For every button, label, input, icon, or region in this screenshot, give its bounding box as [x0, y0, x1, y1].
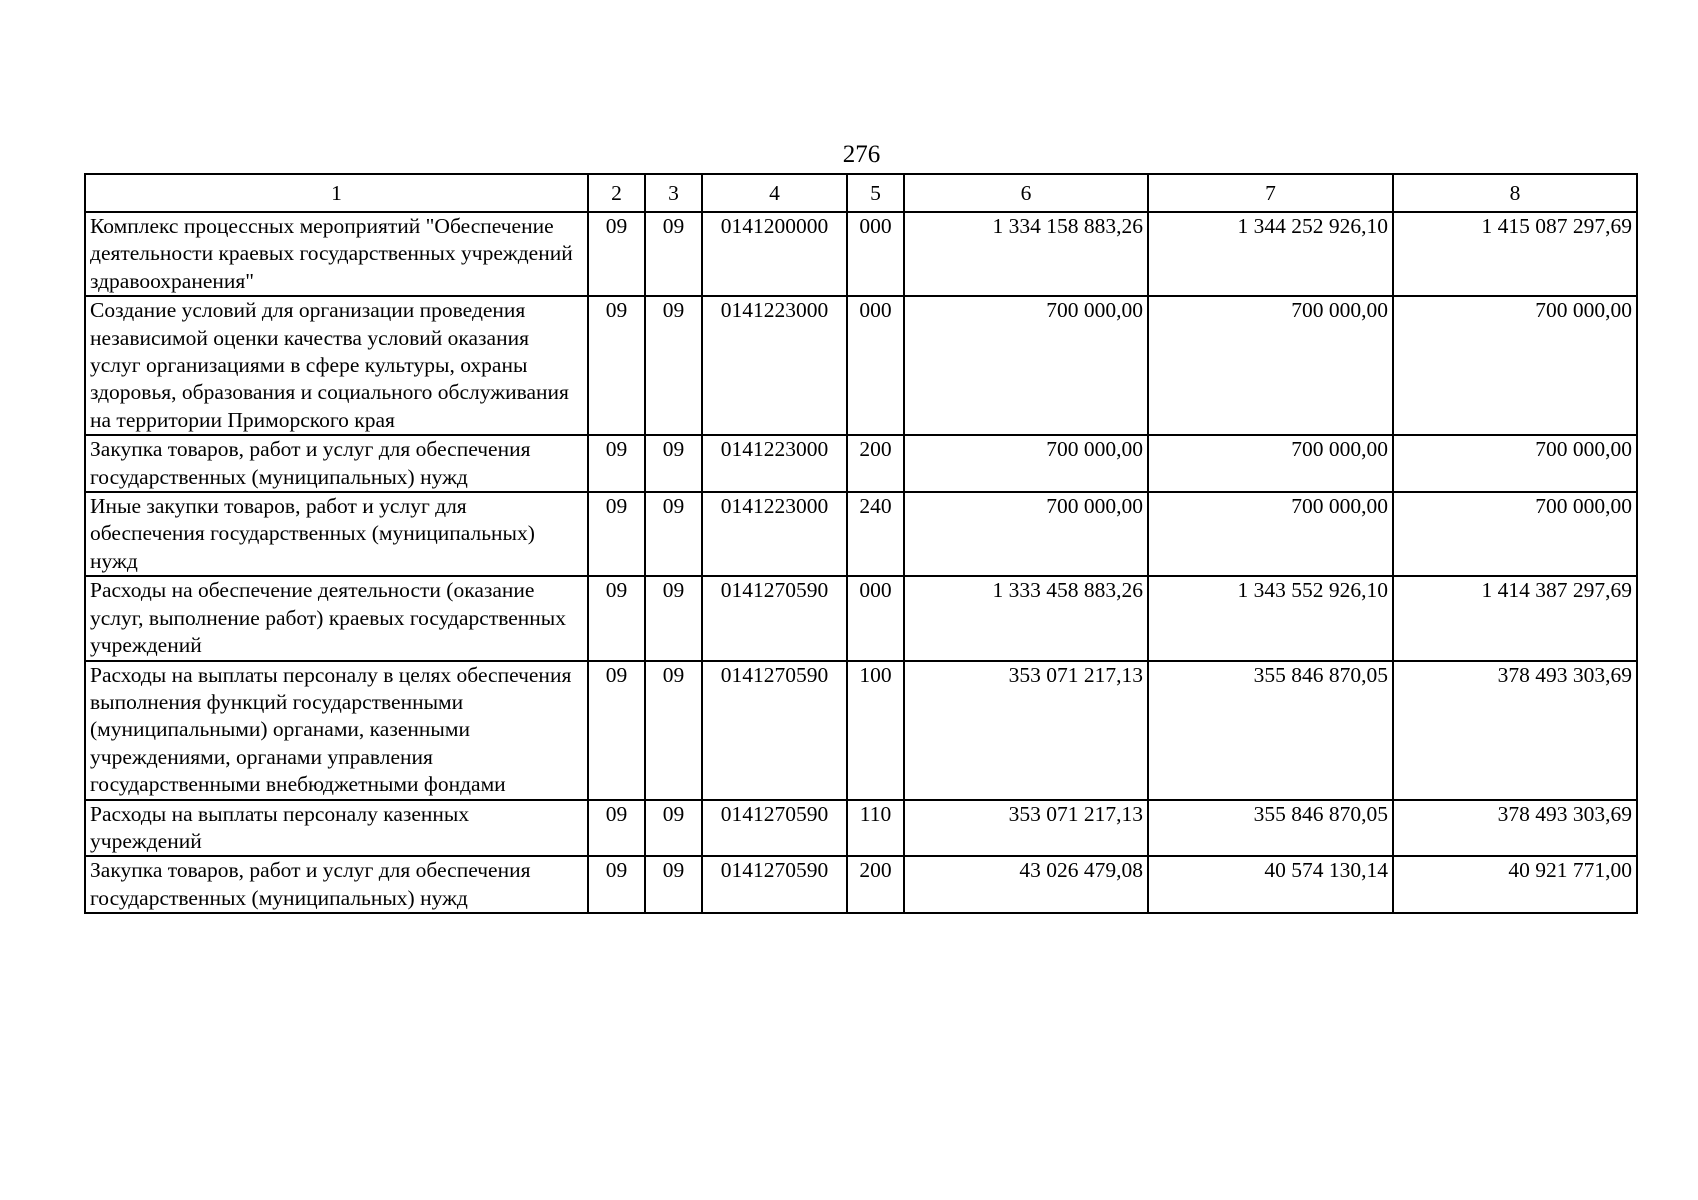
- row-expense-type: 200: [847, 856, 904, 913]
- row-target-code: 0141270590: [702, 576, 847, 660]
- row-description: Закупка товаров, работ и услуг для обеспечения государственных (муниципальных) нужд: [85, 435, 588, 492]
- row-amount-col-8: 700 000,00: [1393, 435, 1637, 492]
- row-description: Комплекс процессных мероприятий "Обеспечение деятельности краевых государственных учреждений здравоохранения": [85, 212, 588, 296]
- row-col-2: 09: [588, 296, 645, 435]
- row-col-2: 09: [588, 435, 645, 492]
- row-col-2: 09: [588, 661, 645, 800]
- header-row: [85, 174, 1637, 212]
- row-description: Создание условий для организации проведения независимой оценки качества условий оказания услуг организациями в сфере культуры, охраны здоровья, образования и социального обслуживания на территории Приморского края: [85, 296, 588, 435]
- header-col-4: 4: [702, 174, 847, 212]
- row-target-code: 0141270590: [702, 800, 847, 857]
- row-amount-col-6: 43 026 479,08: [904, 856, 1148, 913]
- row-amount-col-6: 700 000,00: [904, 435, 1148, 492]
- header-col-5: 5: [847, 174, 904, 212]
- row-col-3: 09: [645, 800, 702, 857]
- row-amount-col-6: 700 000,00: [904, 296, 1148, 435]
- row-amount-col-6: 1 334 158 883,26: [904, 212, 1148, 296]
- row-target-code: 0141223000: [702, 492, 847, 576]
- row-amount-col-7: 1 343 552 926,10: [1148, 576, 1393, 660]
- row-amount-col-8: 700 000,00: [1393, 492, 1637, 576]
- row-col-3: 09: [645, 212, 702, 296]
- row-expense-type: 000: [847, 296, 904, 435]
- budget-table: [84, 173, 1638, 914]
- row-expense-type: 000: [847, 576, 904, 660]
- row-col-2: 09: [588, 800, 645, 857]
- table-row: [85, 576, 1637, 660]
- row-expense-type: 110: [847, 800, 904, 857]
- row-col-2: 09: [588, 492, 645, 576]
- header-col-1: 1: [85, 174, 588, 212]
- header-col-6: 6: [904, 174, 1148, 212]
- row-target-code: 0141223000: [702, 435, 847, 492]
- row-col-2: 09: [588, 212, 645, 296]
- row-col-3: 09: [645, 435, 702, 492]
- row-amount-col-8: 1 414 387 297,69: [1393, 576, 1637, 660]
- row-col-2: 09: [588, 856, 645, 913]
- row-expense-type: 200: [847, 435, 904, 492]
- row-amount-col-8: 378 493 303,69: [1393, 800, 1637, 857]
- row-amount-col-7: 700 000,00: [1148, 435, 1393, 492]
- table-row: [85, 661, 1637, 800]
- header-col-3: 3: [645, 174, 702, 212]
- table-row: [85, 800, 1637, 857]
- header-col-8: 8: [1393, 174, 1637, 212]
- table-row: [85, 296, 1637, 435]
- row-col-3: 09: [645, 661, 702, 800]
- row-description: Расходы на выплаты персоналу казенных учреждений: [85, 800, 588, 857]
- row-amount-col-8: 378 493 303,69: [1393, 661, 1637, 800]
- table-row: [85, 212, 1637, 296]
- row-amount-col-7: 40 574 130,14: [1148, 856, 1393, 913]
- row-amount-col-6: 700 000,00: [904, 492, 1148, 576]
- row-description: Расходы на выплаты персоналу в целях обеспечения выполнения функций государственными (муниципальными) органами, казенными учреждениями, органами управления государственными внебюджетными фондами: [85, 661, 588, 800]
- row-col-2: 09: [588, 576, 645, 660]
- row-expense-type: 100: [847, 661, 904, 800]
- row-amount-col-6: 353 071 217,13: [904, 661, 1148, 800]
- row-amount-col-7: 1 344 252 926,10: [1148, 212, 1393, 296]
- row-col-3: 09: [645, 492, 702, 576]
- row-amount-col-8: 700 000,00: [1393, 296, 1637, 435]
- row-description: Иные закупки товаров, работ и услуг для обеспечения государственных (муниципальных) нужд: [85, 492, 588, 576]
- page-number: 276: [842, 141, 881, 168]
- row-amount-col-6: 1 333 458 883,26: [904, 576, 1148, 660]
- row-col-3: 09: [645, 296, 702, 435]
- row-target-code: 0141200000: [702, 212, 847, 296]
- row-description: Закупка товаров, работ и услуг для обеспечения государственных (муниципальных) нужд: [85, 856, 588, 913]
- header-col-2: 2: [588, 174, 645, 212]
- row-col-3: 09: [645, 576, 702, 660]
- row-amount-col-8: 1 415 087 297,69: [1393, 212, 1637, 296]
- row-expense-type: 000: [847, 212, 904, 296]
- table-row: [85, 856, 1637, 913]
- row-amount-col-7: 355 846 870,05: [1148, 661, 1393, 800]
- row-amount-col-7: 700 000,00: [1148, 296, 1393, 435]
- header-col-7: 7: [1148, 174, 1393, 212]
- row-amount-col-6: 353 071 217,13: [904, 800, 1148, 857]
- row-description: Расходы на обеспечение деятельности (оказание услуг, выполнение работ) краевых государственных учреждений: [85, 576, 588, 660]
- table-row: [85, 492, 1637, 576]
- row-target-code: 0141270590: [702, 661, 847, 800]
- row-amount-col-7: 700 000,00: [1148, 492, 1393, 576]
- row-amount-col-7: 355 846 870,05: [1148, 800, 1393, 857]
- row-amount-col-8: 40 921 771,00: [1393, 856, 1637, 913]
- row-col-3: 09: [645, 856, 702, 913]
- row-expense-type: 240: [847, 492, 904, 576]
- row-target-code: 0141223000: [702, 296, 847, 435]
- row-target-code: 0141270590: [702, 856, 847, 913]
- table-row: [85, 435, 1637, 492]
